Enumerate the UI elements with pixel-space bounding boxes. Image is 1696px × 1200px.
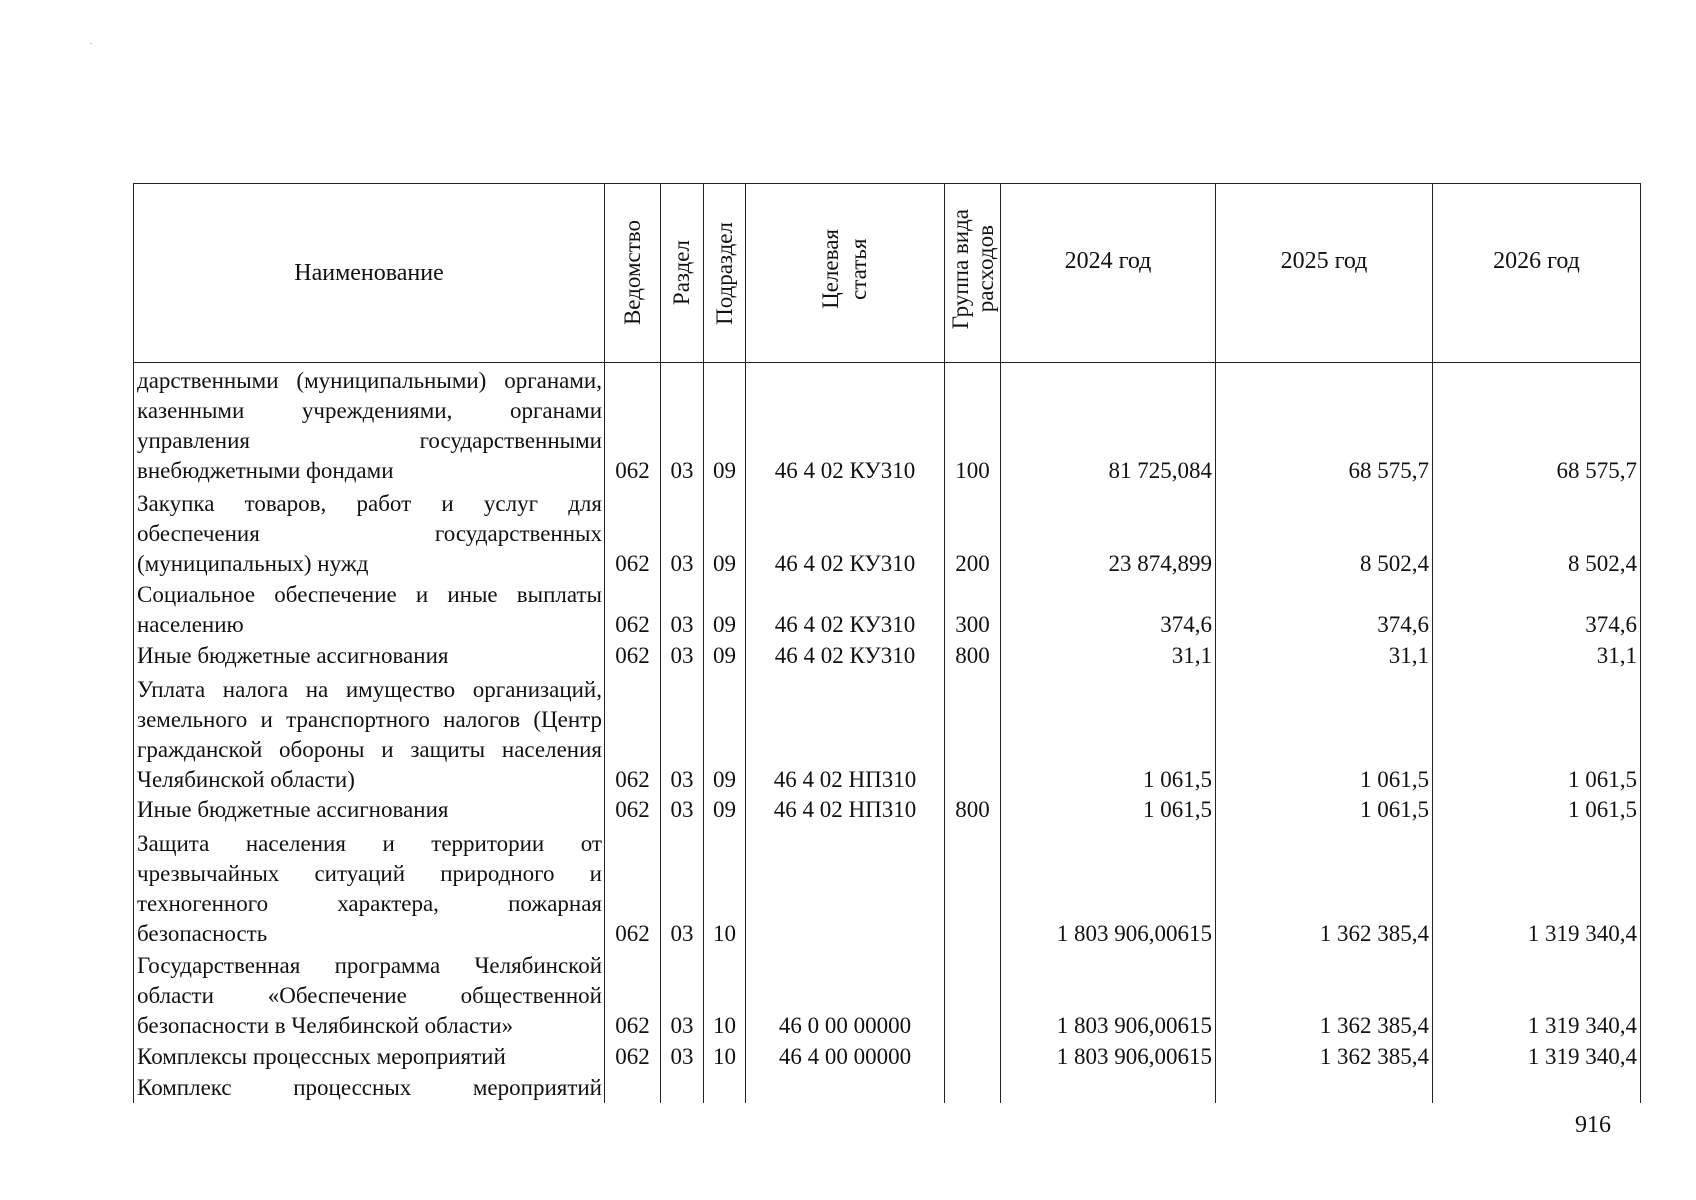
- row-gruppa: 300: [945, 579, 1001, 641]
- header-celevaya-label: [817, 229, 873, 309]
- row-vedomstvo: 062: [605, 1041, 661, 1072]
- row-podrazdel: 09: [704, 795, 746, 826]
- row-razdel: [661, 1072, 704, 1103]
- row-name: Уплата налога на имущество организаций, земельного и транспортного налогов (Центр гражданской обороны и защиты населения Челябинской области): [134, 671, 605, 794]
- row-vedomstvo: 062: [605, 795, 661, 826]
- header-row: [134, 184, 1641, 363]
- row-2025: 68 575,7: [1216, 363, 1433, 487]
- header-gruppa-label: [948, 209, 998, 329]
- header-razdel-label: Раздел: [669, 240, 694, 306]
- row-razdel: 03: [661, 825, 704, 948]
- header-vedomstvo-label: Ведомство: [619, 220, 645, 326]
- header-gruppa-vida: [945, 184, 1001, 363]
- row-name: дарственными (муниципальными) органами, казенными учреждениями, органами управления государственными внебюджетными фондами: [134, 363, 605, 487]
- row-2024: [1001, 1072, 1216, 1103]
- row-2024: 31,1: [1001, 640, 1216, 671]
- row-podrazdel: 10: [704, 825, 746, 948]
- table-body: [134, 363, 1641, 1104]
- row-2026: 8 502,4: [1433, 486, 1641, 578]
- row-razdel: 03: [661, 640, 704, 671]
- row-celevaya: [746, 825, 945, 948]
- row-name: Иные бюджетные ассигнования: [134, 640, 605, 671]
- header-year-2026: 2026 год: [1433, 184, 1641, 363]
- row-2025: 374,6: [1216, 579, 1433, 641]
- row-2025: 1 061,5: [1216, 671, 1433, 794]
- row-razdel: 03: [661, 363, 704, 487]
- row-vedomstvo: 062: [605, 949, 661, 1041]
- row-vedomstvo: 062: [605, 640, 661, 671]
- row-2025: 8 502,4: [1216, 486, 1433, 578]
- table-row: [134, 795, 1641, 826]
- header-celevaya-statya: [746, 184, 945, 363]
- row-vedomstvo: 062: [605, 825, 661, 948]
- table-row: [134, 1072, 1641, 1103]
- row-2024: 1 803 906,00615: [1001, 825, 1216, 948]
- row-2026: [1433, 1072, 1641, 1103]
- row-podrazdel: 10: [704, 1041, 746, 1072]
- row-2024: 1 803 906,00615: [1001, 1041, 1216, 1072]
- header-celevaya-line1: Целевая: [818, 229, 843, 309]
- table-row: [134, 825, 1641, 948]
- row-podrazdel: 09: [704, 363, 746, 487]
- header-podrazdel: [704, 184, 746, 363]
- header-name: Наименование: [134, 184, 605, 363]
- row-2026: 374,6: [1433, 579, 1641, 641]
- table-row: [134, 363, 1641, 487]
- header-podrazdel-label: Подраздел: [711, 221, 737, 325]
- row-celevaya: 46 4 02 НП310: [746, 671, 945, 794]
- header-gruppa-line2: расходов: [972, 225, 998, 313]
- row-2026: 1 061,5: [1433, 795, 1641, 826]
- row-name: Государственная программа Челябинской области «Обеспечение общественной безопасности в Челябинской области»: [134, 949, 605, 1041]
- row-name: Комплексы процессных мероприятий: [134, 1041, 605, 1072]
- row-celevaya: 46 4 02 КУ310: [746, 363, 945, 487]
- row-celevaya: 46 4 02 НП310: [746, 795, 945, 826]
- row-2026: 68 575,7: [1433, 363, 1641, 487]
- row-name: Иные бюджетные ассигнования: [134, 795, 605, 826]
- row-2024: 374,6: [1001, 579, 1216, 641]
- row-name: Защита населения и территории от чрезвычайных ситуаций природного и техногенного характера, пожарная безопасность: [134, 825, 605, 948]
- table-row: [134, 486, 1641, 578]
- row-razdel: 03: [661, 1041, 704, 1072]
- row-razdel: 03: [661, 949, 704, 1041]
- row-2026: 1 319 340,4: [1433, 825, 1641, 948]
- row-2025: [1216, 1072, 1433, 1103]
- row-gruppa: 200: [945, 486, 1001, 578]
- row-razdel: 03: [661, 795, 704, 826]
- row-celevaya: 46 0 00 00000: [746, 949, 945, 1041]
- row-podrazdel: 10: [704, 949, 746, 1041]
- header-gruppa-line1: Группа вида: [947, 208, 973, 330]
- row-2024: 23 874,899: [1001, 486, 1216, 578]
- table-row: [134, 640, 1641, 671]
- row-name: Закупка товаров, работ и услуг для обеспечения государственных (муниципальных) нужд: [134, 486, 605, 578]
- row-celevaya: 46 4 02 КУ310: [746, 579, 945, 641]
- row-vedomstvo: 062: [605, 363, 661, 487]
- row-vedomstvo: 062: [605, 579, 661, 641]
- row-2025: 1 362 385,4: [1216, 1041, 1433, 1072]
- row-gruppa: [945, 825, 1001, 948]
- row-2026: 31,1: [1433, 640, 1641, 671]
- row-celevaya: 46 4 00 00000: [746, 1041, 945, 1072]
- row-vedomstvo: 062: [605, 671, 661, 794]
- table-row: [134, 949, 1641, 1041]
- scan-speck: [90, 43, 92, 44]
- row-2025: 1 362 385,4: [1216, 949, 1433, 1041]
- table-row: [134, 579, 1641, 641]
- row-razdel: 03: [661, 486, 704, 578]
- row-podrazdel: 09: [704, 486, 746, 578]
- row-2024: 81 725,084: [1001, 363, 1216, 487]
- row-celevaya: 46 4 02 КУ310: [746, 640, 945, 671]
- header-vedomstvo: [605, 184, 661, 363]
- row-gruppa: 800: [945, 640, 1001, 671]
- header-celevaya-line2: статья: [846, 238, 871, 300]
- row-2025: 1 362 385,4: [1216, 825, 1433, 948]
- row-gruppa: [945, 1041, 1001, 1072]
- page-number: 916: [1575, 1112, 1611, 1138]
- header-year-2025: 2025 год: [1216, 184, 1433, 363]
- row-gruppa: 100: [945, 363, 1001, 487]
- header-year-2024: 2024 год: [1001, 184, 1216, 363]
- row-vedomstvo: 062: [605, 486, 661, 578]
- table-row: [134, 671, 1641, 794]
- row-vedomstvo: [605, 1072, 661, 1103]
- row-2024: 1 061,5: [1001, 795, 1216, 826]
- row-razdel: 03: [661, 671, 704, 794]
- header-razdel: [661, 184, 704, 363]
- row-gruppa: [945, 1072, 1001, 1103]
- row-2024: 1 061,5: [1001, 671, 1216, 794]
- row-2026: 1 319 340,4: [1433, 949, 1641, 1041]
- row-2026: 1 319 340,4: [1433, 1041, 1641, 1072]
- row-celevaya: 46 4 02 КУ310: [746, 486, 945, 578]
- row-2026: 1 061,5: [1433, 671, 1641, 794]
- row-2025: 31,1: [1216, 640, 1433, 671]
- row-podrazdel: 09: [704, 671, 746, 794]
- row-gruppa: 800: [945, 795, 1001, 826]
- table-row: [134, 1041, 1641, 1072]
- row-razdel: 03: [661, 579, 704, 641]
- budget-table: [133, 183, 1641, 1103]
- row-2025: 1 061,5: [1216, 795, 1433, 826]
- row-name: Комплекс процессных мероприятий: [134, 1072, 605, 1103]
- row-podrazdel: [704, 1072, 746, 1103]
- row-podrazdel: 09: [704, 640, 746, 671]
- row-podrazdel: 09: [704, 579, 746, 641]
- row-celevaya: [746, 1072, 945, 1103]
- row-2024: 1 803 906,00615: [1001, 949, 1216, 1041]
- row-name: Социальное обеспечение и иные выплаты населению: [134, 579, 605, 641]
- row-gruppa: [945, 671, 1001, 794]
- row-gruppa: [945, 949, 1001, 1041]
